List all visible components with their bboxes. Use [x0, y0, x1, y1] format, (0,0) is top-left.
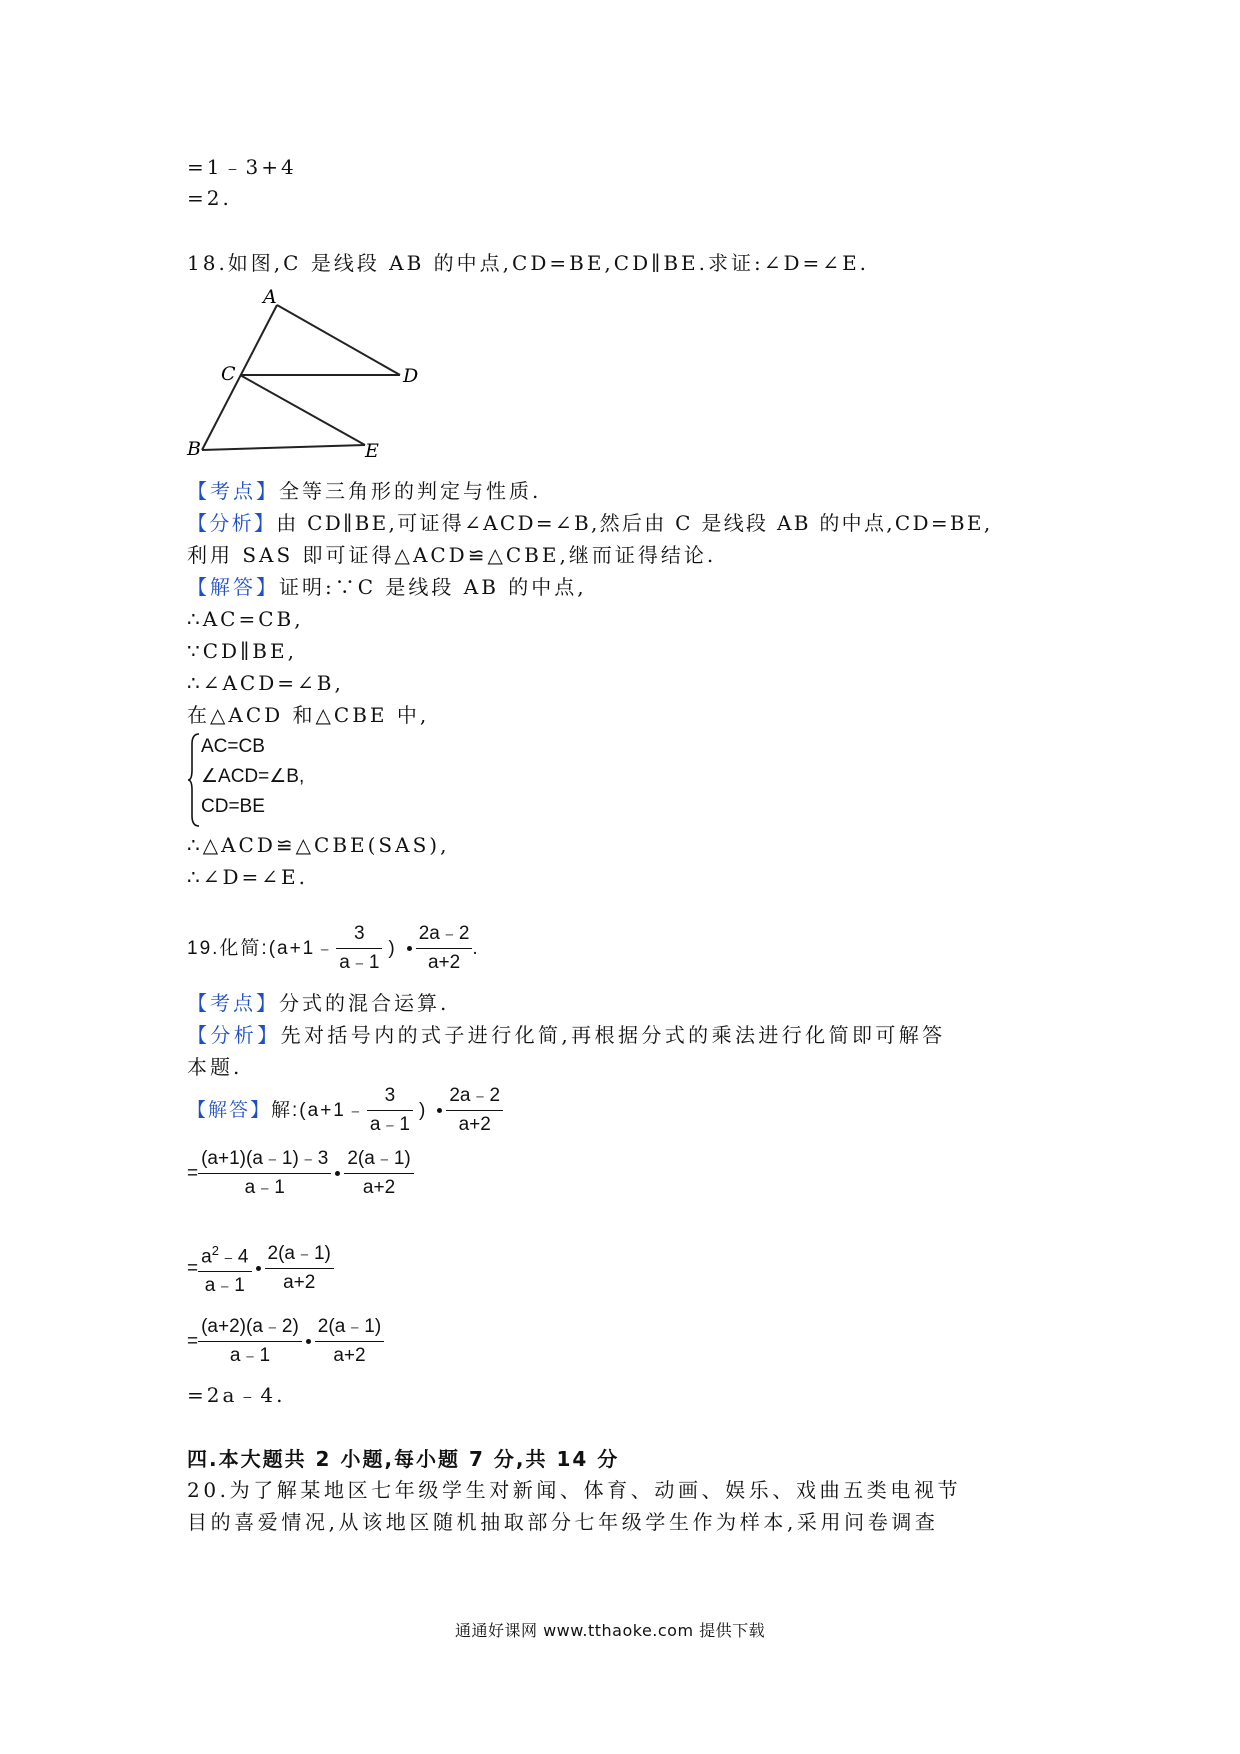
proof-conclusion: ∴∠D=∠E. — [187, 865, 308, 889]
geometry-figure — [185, 285, 425, 460]
equation-system — [201, 732, 304, 822]
fraction: $\frac{a^2﹣4}{a﹣1}$ — [198, 1240, 251, 1297]
fenxi-tag: 【分析】 — [187, 1023, 281, 1047]
kaodian-19 — [187, 988, 449, 1018]
proof-step: ∴AC=CB, — [187, 607, 304, 631]
solution-step-1: = $\frac{(a+1)(a﹣1)﹣3}{a﹣1}$ $\frac{2(a﹣1)}{a+2}$ — [187, 1148, 414, 1199]
section-heading: 四.本大题共 2 小题,每小题 7 分,共 14 分 — [187, 1447, 620, 1471]
proof-step: ∴∠ACD=∠B, — [187, 671, 344, 695]
fenxi-text: 由 CD∥BE,可证得∠ACD=∠B,然后由 C 是线段 AB 的中点,CD=BE, — [276, 511, 993, 535]
label-c: C — [221, 363, 236, 385]
calc-line: =2. — [187, 186, 232, 210]
left-brace-icon — [187, 732, 201, 828]
label-d: D — [403, 365, 419, 387]
kaodian-18 — [187, 476, 541, 506]
segment-ce — [240, 375, 365, 445]
fraction: $\frac{2a﹣2}{a+2}$ — [416, 923, 473, 974]
fraction: $\frac{2(a﹣1)}{a+2}$ — [265, 1243, 334, 1294]
jieda-prefix: 解:(a+1﹣ — [271, 1099, 367, 1121]
question-20-cont: 目的喜爱情况,从该地区随机抽取部分七年级学生作为样本,采用问卷调查 — [187, 1510, 939, 1534]
question-18: 18.如图,C 是线段 AB 的中点,CD=BE,CD∥BE.求证:∠D=∠E. — [187, 251, 870, 275]
kaodian-text: 全等三角形的判定与性质. — [279, 479, 542, 503]
fenxi-19-cont: 本题. — [187, 1055, 243, 1079]
kaodian-text: 分式的混合运算. — [279, 991, 450, 1015]
jieda-19: 【解答】 解:(a+1﹣ $\frac{3}{a﹣1}$ ) $\frac{2a﹣2}{a+2}$ — [187, 1085, 503, 1136]
fraction: $\frac{3}{a﹣1}$ — [336, 923, 382, 974]
jieda-tag: 【解答】 — [187, 575, 279, 599]
solution-step-2: = $\frac{a^2﹣4}{a﹣1}$ $\frac{2(a﹣1)}{a+2}$ — [187, 1240, 334, 1297]
fraction: $\frac{2a﹣2}{a+2}$ — [446, 1085, 503, 1136]
question-19: 19.化简:(a+1﹣ $\frac{3}{a﹣1}$ ) $\frac{2a﹣2}{a+2}$ . — [187, 923, 480, 973]
question-20: 20.为了解某地区七年级学生对新闻、体育、动画、娱乐、戏曲五类电视节 — [187, 1478, 962, 1502]
fraction: $\frac{2(a﹣1)}{a+2}$ — [344, 1148, 413, 1199]
fraction: $\frac{3}{a﹣1}$ — [367, 1085, 413, 1136]
solution-result: =2a﹣4. — [187, 1383, 286, 1407]
multiply-dot-icon — [335, 1171, 340, 1176]
fenxi-19 — [187, 1020, 946, 1050]
multiply-dot-icon — [256, 1266, 261, 1271]
segment-ad — [277, 305, 400, 375]
multiply-dot-icon — [437, 1108, 442, 1113]
jieda-18 — [187, 572, 587, 602]
proof-step: 在△ACD 和△CBE 中, — [187, 703, 430, 727]
jieda-text: 证明:∵C 是线段 AB 的中点, — [279, 575, 587, 599]
label-a: A — [263, 286, 277, 308]
label-b: B — [187, 438, 201, 460]
kaodian-tag: 【考点】 — [187, 479, 279, 503]
fenxi-18-cont: 利用 SAS 即可证得△ACD≌△CBE,继而证得结论. — [187, 543, 717, 567]
system-line: CD=BE — [201, 796, 265, 817]
fenxi-tag: 【分析】 — [187, 511, 277, 535]
segment-be — [202, 445, 365, 450]
solution-step-3: = $\frac{(a+2)(a﹣2)}{a﹣1}$ $\frac{2(a﹣1)}{a+2}$ — [187, 1316, 384, 1367]
multiply-dot-icon — [306, 1339, 311, 1344]
footer-source: 通通好课网 www.tthaoke.com 提供下载 — [455, 1621, 766, 1640]
proof-conclusion: ∴△ACD≌△CBE(SAS), — [187, 833, 450, 857]
jieda-tag: 【解答】 — [187, 1099, 272, 1121]
system-line: ∠ACD=∠B, — [201, 766, 305, 787]
proof-step: ∵CD∥BE, — [187, 639, 297, 663]
fenxi-text: 先对括号内的式子进行化简,再根据分式的乘法进行化简即可解答 — [280, 1023, 946, 1047]
fraction: $\frac{(a+1)(a﹣1)﹣3}{a﹣1}$ — [198, 1148, 331, 1199]
fraction: $\frac{(a+2)(a﹣2)}{a﹣1}$ — [198, 1316, 302, 1367]
label-e: E — [365, 440, 379, 460]
multiply-dot-icon — [407, 946, 412, 951]
kaodian-tag: 【考点】 — [187, 991, 279, 1015]
calc-line: =1﹣3+4 — [187, 155, 297, 179]
fenxi-18 — [187, 508, 992, 538]
segment-ab — [202, 305, 277, 450]
system-line: AC=CB — [201, 736, 265, 757]
q19-prefix: 19.化简:(a+1﹣ — [187, 937, 337, 959]
fraction: $\frac{2(a﹣1)}{a+2}$ — [315, 1316, 384, 1367]
